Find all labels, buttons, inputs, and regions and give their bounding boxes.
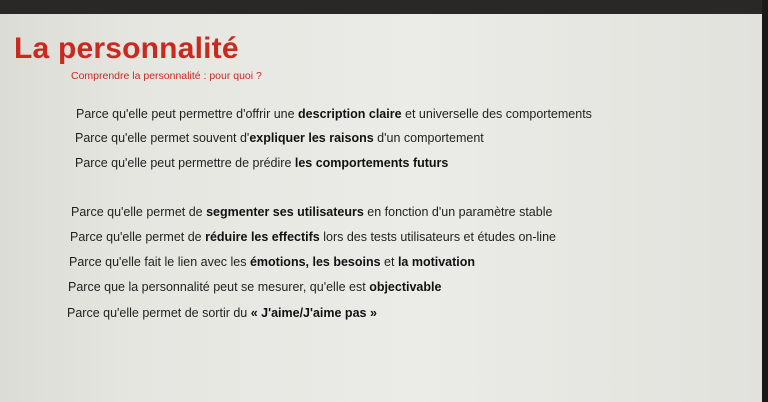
bullet-text: Parce qu'elle permet de sortir du bbox=[67, 306, 251, 320]
bullet-text: Parce qu'elle peut permettre de prédire bbox=[75, 156, 295, 170]
projection-screen bbox=[0, 14, 762, 402]
bullet-text: Parce que la personnalité peut se mesurer, qu'elle est bbox=[68, 280, 370, 294]
bullet-emphasis: la motivation bbox=[397, 255, 476, 269]
bullet-text: d'un comportement bbox=[373, 131, 484, 145]
slide-title: La personnalité bbox=[14, 32, 239, 65]
bullet-item bbox=[69, 256, 475, 269]
bullet-text: Parce qu'elle permet souvent d' bbox=[75, 131, 250, 145]
slide-subtitle: Comprendre la personnalité : pour quoi ? bbox=[71, 70, 262, 82]
bullet-item bbox=[68, 281, 441, 294]
bullet-item bbox=[76, 108, 592, 121]
bullet-emphasis: description claire bbox=[298, 107, 402, 121]
bullet-emphasis: les comportements futurs bbox=[294, 156, 449, 170]
bullet-item bbox=[71, 206, 552, 219]
bullet-emphasis: émotions, les besoins bbox=[249, 255, 381, 269]
bullet-text: Parce qu'elle permet de bbox=[70, 230, 206, 244]
bullet-text: et universelle des comportements bbox=[401, 107, 592, 121]
bullet-emphasis: réduire les effectifs bbox=[205, 230, 320, 244]
bullet-emphasis: segmenter ses utilisateurs bbox=[206, 205, 364, 219]
bullet-emphasis: expliquer les raisons bbox=[249, 131, 374, 145]
screen-edge bbox=[762, 0, 768, 402]
bullet-emphasis: objectivable bbox=[369, 280, 442, 294]
bullet-item bbox=[75, 157, 448, 170]
bullet-item bbox=[75, 132, 484, 145]
bullet-text: Parce qu'elle peut permettre d'offrir une bbox=[76, 107, 299, 121]
bullet-item bbox=[67, 307, 377, 320]
bullet-text: lors des tests utilisateurs et études on-line bbox=[319, 230, 556, 244]
bullet-text: et bbox=[380, 255, 398, 269]
bullet-item bbox=[70, 231, 556, 244]
bullet-text: Parce qu'elle permet de bbox=[71, 205, 207, 219]
bullet-text: en fonction d'un paramètre stable bbox=[363, 205, 553, 219]
bullet-emphasis: « J'aime/J'aime pas » bbox=[250, 306, 377, 320]
bullet-text: Parce qu'elle fait le lien avec les bbox=[69, 255, 250, 269]
